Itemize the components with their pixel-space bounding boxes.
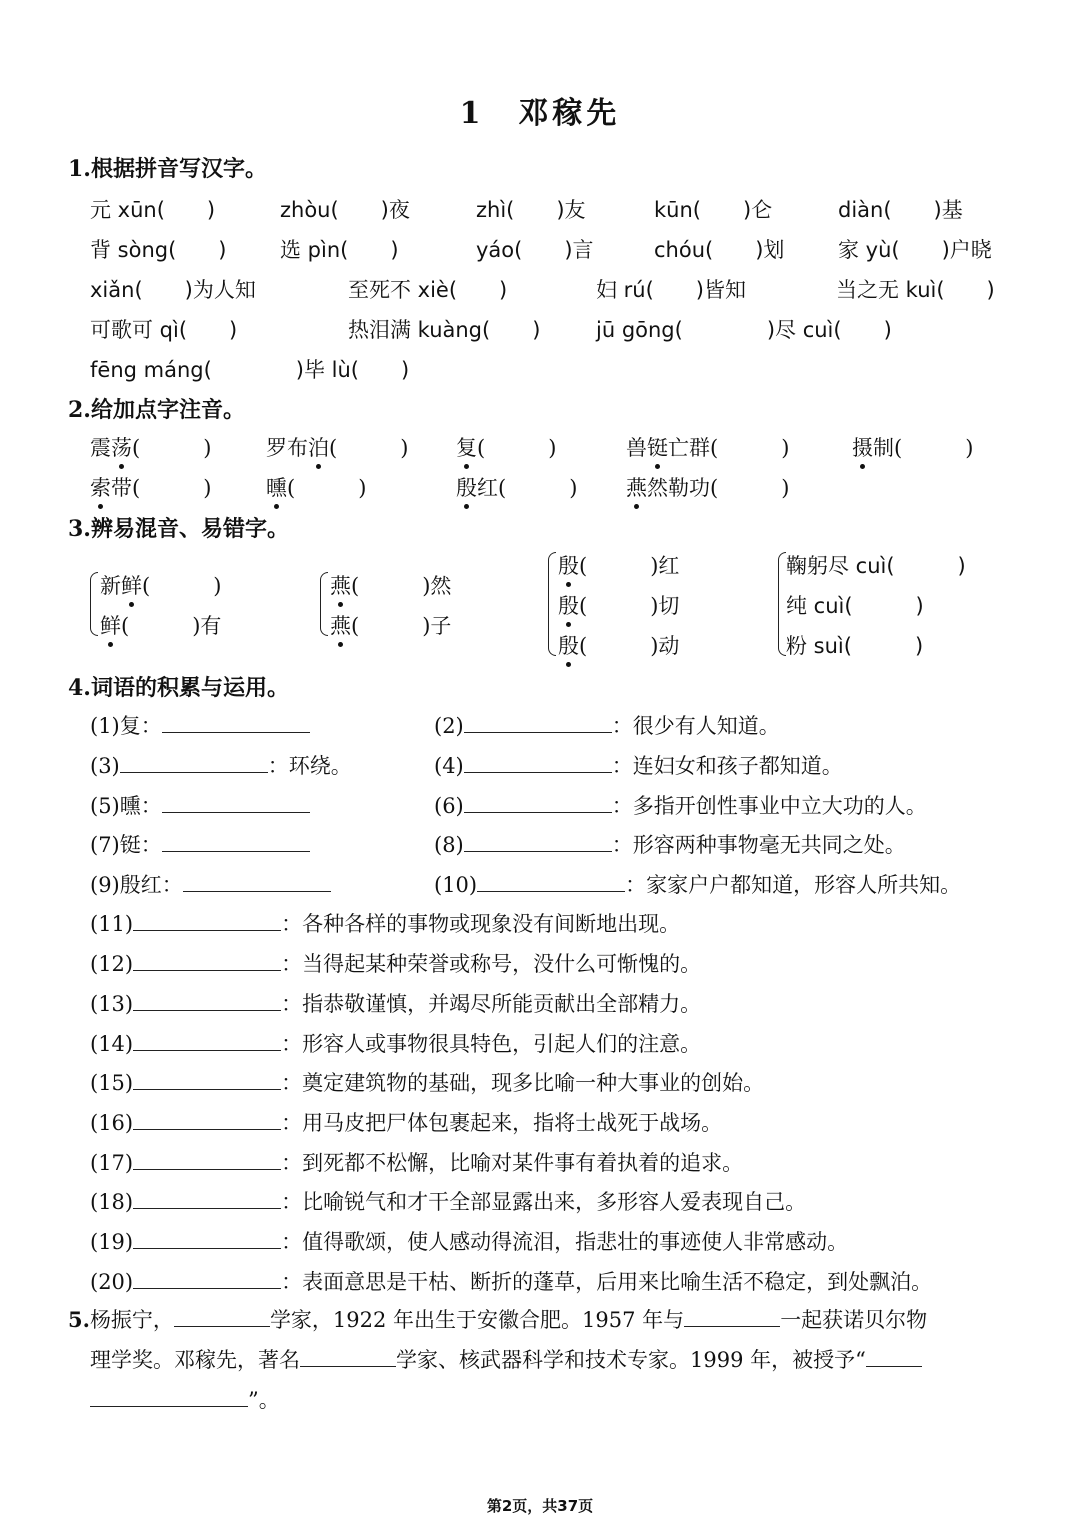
dotted-item: 罗布泊( ) [266,432,408,462]
pinyin-item: 背 sòng( ) [90,238,227,262]
dotted-item: 燕( )子 [330,610,451,640]
dotted-item: 兽铤亡群( ) [626,432,789,462]
brace [778,552,786,656]
pinyin-item: kūn( )仑 [654,198,773,222]
dotted-item: 殷( )红 [558,550,679,580]
vocab-item: (10) ：家家户户都知道，形容人所共知。 [434,873,962,897]
section-5-line-1: 5.杨振宁， 学家，1922 年出生于安徽合肥。1957 年与 一起获诺贝尔物 [68,1307,928,1332]
vocab-item: (20) ：表面意思是干枯、断折的蓬草，后用来比喻生活不稳定，到处飘泊。 [90,1270,933,1294]
vocab-item: (4) ：连妇女和孩子都知道。 [434,754,843,778]
vocab-item: (15) ：奠定建筑物的基础，现多比喻一种大事业的创始。 [90,1071,765,1095]
pinyin-item: yáo( )言 [476,238,594,262]
vocab-item: (1)复： [90,710,310,740]
pinyin-item: zhòu( )夜 [280,198,410,222]
pinyin-item: 鞠躬尽 cuì( ) [786,554,966,578]
vocab-item: (7)铤： [90,829,310,859]
vocab-item: (11) ：各种各样的事物或现象没有间断地出现。 [90,912,681,936]
pinyin-item: 纯 cuì( ) [786,594,924,618]
vocab-item: (14) ：形容人或事物很具特色，引起人们的注意。 [90,1032,702,1056]
dotted-item: 燕然勒功( ) [626,472,789,502]
pinyin-item: 元 xūn( ) [90,198,216,222]
page-number: 第2页，共37页 [486,1497,594,1515]
vocab-item: (19) ：值得歌颂，使人感动得流泪，指悲壮的事迹使人非常感动。 [90,1230,849,1254]
pinyin-item: 至死不 xiè( ) [348,278,508,302]
section-2-heading: 2.给加点字注音。 [68,397,245,423]
dotted-item: 索带( ) [90,472,211,502]
dotted-item: 殷( )切 [558,590,679,620]
vocab-item: (5)曛： [90,790,310,820]
section-1-heading: 1.根据拼音写汉字。 [68,156,267,182]
pinyin-item: xiǎn( )为人知 [90,278,256,302]
vocab-item: (3) ：环绕。 [90,754,352,778]
brace [90,572,98,636]
section-5-line-2: 理学奖。邓稼先，著名 学家、核武器科学和技术专家。1999 年，被授予“ [90,1344,922,1374]
dotted-item: 震荡( ) [90,432,211,462]
pinyin-item: 选 pìn( ) [280,238,399,262]
pinyin-item: 家 yù( )户晓 [838,238,992,262]
brace [320,572,328,636]
pinyin-item: 粉 suì( ) [786,634,924,658]
page-title: 1 邓稼先 [459,96,621,131]
dotted-item: 鲜( )有 [100,610,221,640]
pinyin-item: fēng máng( )毕 lù( ) [90,358,410,382]
pinyin-item: jū gōng( )尽 cuì( ) [596,318,892,342]
pinyin-item: diàn( )基 [838,198,963,222]
dotted-item: 殷红( ) [456,472,577,502]
dotted-item: 曛( ) [266,472,366,502]
section-4-heading: 4.词语的积累与运用。 [68,675,289,701]
pinyin-item: zhì( )友 [476,198,586,222]
pinyin-item: 热泪满 kuàng( ) [348,318,541,342]
section-5-line-3: ”。 [90,1384,280,1414]
vocab-item: (2) ：很少有人知道。 [434,714,780,738]
vocab-item: (16) ：用马皮把尸体包裹起来，指将士战死于战场。 [90,1111,723,1135]
pinyin-item: chóu( )划 [654,238,785,262]
vocab-item: (8) ：形容两种事物毫无共同之处。 [434,833,906,857]
vocab-item: (9)殷红： [90,869,331,899]
dotted-item: 新鲜( ) [100,570,221,600]
vocab-item: (18) ：比喻锐气和才干全部显露出来，多形容人爱表现自己。 [90,1190,807,1214]
vocab-item: (6) ：多指开创性事业中立大功的人。 [434,794,927,818]
pinyin-item: 可歌可 qì( ) [90,318,238,342]
dotted-item: 摄制( ) [852,432,973,462]
pinyin-item: 当之无 kuì( ) [836,278,995,302]
dotted-item: 殷( )动 [558,630,679,660]
vocab-item: (17) ：到死都不松懈，比喻对某件事有着执着的追求。 [90,1151,744,1175]
pinyin-item: 妇 rú( )皆知 [596,278,747,302]
section-3-heading: 3.辨易混音、易错字。 [68,516,289,542]
brace [548,552,556,656]
dotted-item: 燕( )然 [330,570,451,600]
vocab-item: (12) ：当得起某种荣誉或称号，没什么可惭愧的。 [90,952,702,976]
vocab-item: (13) ：指恭敬谨慎，并竭尽所能贡献出全部精力。 [90,992,702,1016]
dotted-item: 复( ) [456,432,556,462]
